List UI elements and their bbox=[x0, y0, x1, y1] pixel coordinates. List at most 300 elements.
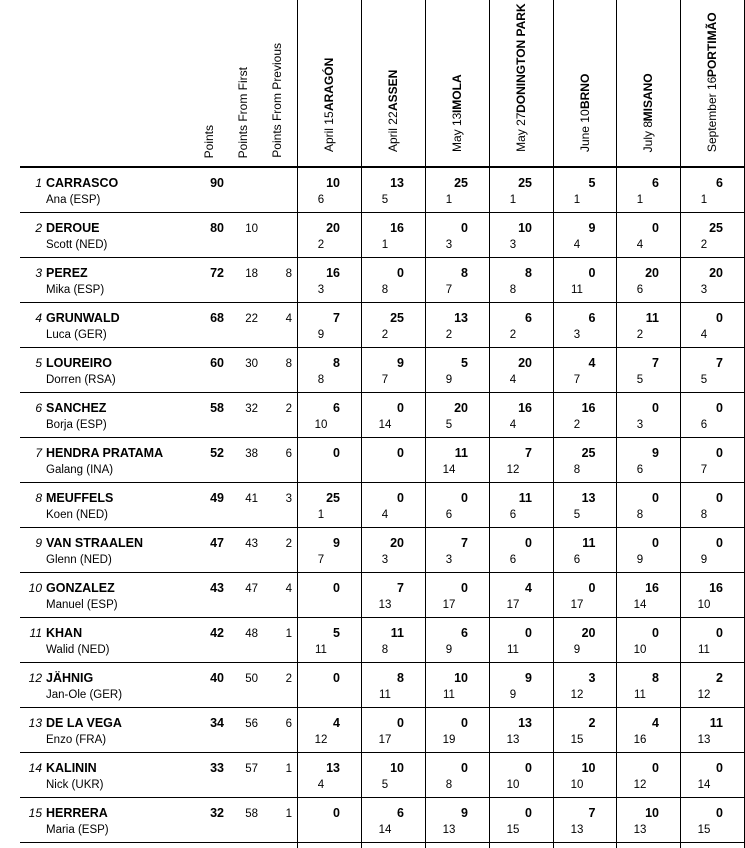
race-points: 11 bbox=[518, 491, 532, 505]
points-from-first: 47 bbox=[245, 583, 258, 595]
race-position: 5 bbox=[700, 374, 708, 386]
race-position: 14 bbox=[442, 464, 456, 476]
race-points: 0 bbox=[397, 491, 404, 505]
race-points: 0 bbox=[652, 401, 659, 415]
race-date: July 8 bbox=[641, 120, 655, 152]
race-position: 9 bbox=[573, 644, 581, 656]
race-position: 8 bbox=[509, 284, 517, 296]
race-header bbox=[616, 0, 680, 166]
race-points: 0 bbox=[716, 446, 723, 460]
race-position: 2 bbox=[700, 239, 708, 251]
race-position: 12 bbox=[314, 734, 328, 746]
rider-points: 52 bbox=[210, 446, 224, 460]
rider-points: 68 bbox=[210, 311, 224, 325]
rider-first-name: Borja (ESP) bbox=[46, 419, 107, 431]
rider-points: 40 bbox=[210, 671, 224, 685]
race-position: 6 bbox=[509, 509, 517, 521]
race-position: 17 bbox=[506, 599, 520, 611]
race-points: 11 bbox=[582, 536, 596, 550]
race-points: 9 bbox=[397, 356, 404, 370]
points-from-previous: 8 bbox=[285, 268, 292, 280]
race-points: 11 bbox=[454, 446, 468, 460]
race-position: 5 bbox=[573, 509, 581, 521]
race-position: 7 bbox=[317, 554, 325, 566]
race-position: 8 bbox=[636, 509, 644, 521]
rider-position: 8 bbox=[35, 491, 42, 505]
rider-points: 32 bbox=[210, 806, 224, 820]
points-from-previous: 8 bbox=[285, 358, 292, 370]
rider-last-name: HERRERA bbox=[46, 806, 108, 820]
race-position: 1 bbox=[381, 239, 389, 251]
race-position: 8 bbox=[445, 779, 453, 791]
race-points: 0 bbox=[716, 401, 723, 415]
race-position: 6 bbox=[636, 284, 644, 296]
race-points: 10 bbox=[390, 761, 404, 775]
points-from-previous: 2 bbox=[285, 538, 292, 550]
race-position: 1 bbox=[636, 194, 644, 206]
race-points: 0 bbox=[716, 761, 723, 775]
race-points: 8 bbox=[525, 266, 532, 280]
rider-first-name: Manuel (ESP) bbox=[46, 599, 118, 611]
race-position: 15 bbox=[570, 734, 584, 746]
race-points: 9 bbox=[461, 806, 468, 820]
race-points: 0 bbox=[397, 266, 404, 280]
race-points: 0 bbox=[461, 761, 468, 775]
race-label bbox=[641, 73, 655, 152]
race-points: 9 bbox=[333, 536, 340, 550]
race-position: 9 bbox=[317, 329, 325, 341]
race-position: 4 bbox=[573, 239, 581, 251]
race-points: 20 bbox=[518, 356, 532, 370]
race-points: 7 bbox=[652, 356, 659, 370]
race-points: 13 bbox=[518, 716, 532, 730]
race-points: 0 bbox=[397, 401, 404, 415]
table-row bbox=[20, 303, 745, 348]
race-points: 16 bbox=[326, 266, 340, 280]
race-position: 17 bbox=[442, 599, 456, 611]
race-points: 0 bbox=[333, 806, 340, 820]
race-position: 7 bbox=[700, 464, 708, 476]
rider-position: 15 bbox=[28, 806, 42, 820]
rider-position: 5 bbox=[35, 356, 42, 370]
table-row bbox=[20, 483, 745, 528]
rider-first-name: Ana (ESP) bbox=[46, 194, 101, 206]
race-points: 25 bbox=[581, 446, 596, 460]
race-position: 2 bbox=[445, 329, 453, 341]
rider-first-name: Koen (NED) bbox=[46, 509, 108, 521]
race-points: 5 bbox=[333, 626, 340, 640]
race-points: 8 bbox=[397, 671, 404, 685]
race-points: 9 bbox=[652, 446, 659, 460]
race-position: 11 bbox=[507, 644, 519, 656]
rider-position: 11 bbox=[29, 626, 42, 640]
race-points: 3 bbox=[588, 671, 596, 685]
race-position: 3 bbox=[700, 284, 708, 296]
race-header bbox=[361, 0, 425, 166]
race-points: 10 bbox=[581, 761, 596, 775]
rider-first-name: Glenn (NED) bbox=[46, 554, 112, 566]
race-points: 0 bbox=[652, 536, 659, 550]
race-name: ASSEN bbox=[386, 69, 400, 112]
race-header bbox=[553, 0, 616, 166]
race-position: 2 bbox=[636, 329, 644, 341]
points-from-previous: 1 bbox=[285, 808, 292, 820]
race-points: 0 bbox=[525, 626, 532, 640]
race-position: 4 bbox=[509, 374, 517, 386]
race-points: 13 bbox=[326, 761, 340, 775]
rider-points: 90 bbox=[210, 176, 224, 190]
race-points: 16 bbox=[645, 581, 659, 595]
race-points: 4 bbox=[588, 356, 596, 370]
race-position: 7 bbox=[573, 374, 581, 386]
rider-position: 1 bbox=[35, 176, 42, 190]
race-position: 1 bbox=[573, 194, 581, 206]
points-from-previous: 2 bbox=[285, 403, 292, 415]
rider-points: 72 bbox=[210, 266, 224, 280]
race-position: 6 bbox=[317, 194, 325, 206]
race-position: 11 bbox=[571, 284, 583, 296]
table-row bbox=[20, 393, 745, 438]
race-position: 3 bbox=[509, 239, 517, 251]
race-points: 0 bbox=[588, 266, 596, 280]
rider-last-name: MEUFFELS bbox=[46, 491, 114, 505]
race-position: 3 bbox=[445, 554, 453, 566]
race-points: 8 bbox=[652, 671, 659, 685]
race-label bbox=[450, 74, 464, 152]
table-row bbox=[20, 618, 745, 663]
race-points: 0 bbox=[461, 221, 468, 235]
race-position: 7 bbox=[381, 374, 389, 386]
table-row bbox=[20, 753, 745, 798]
race-points: 13 bbox=[581, 491, 596, 505]
race-points: 0 bbox=[461, 491, 468, 505]
race-position: 14 bbox=[697, 779, 711, 791]
race-points: 0 bbox=[716, 491, 723, 505]
race-points: 0 bbox=[461, 581, 468, 595]
race-points: 10 bbox=[454, 671, 468, 685]
race-position: 5 bbox=[381, 779, 389, 791]
race-date: April 22 bbox=[386, 111, 400, 152]
race-position: 12 bbox=[506, 464, 520, 476]
points-from-first: 57 bbox=[245, 763, 258, 775]
race-position: 13 bbox=[570, 824, 584, 836]
rider-position: 4 bbox=[35, 311, 42, 325]
race-points: 4 bbox=[525, 581, 532, 595]
race-points: 6 bbox=[397, 806, 404, 820]
rider-first-name: Maria (ESP) bbox=[46, 824, 109, 836]
table-row bbox=[20, 438, 745, 483]
rider-points: 80 bbox=[210, 221, 224, 235]
race-points: 11 bbox=[645, 311, 659, 325]
rider-position: 9 bbox=[35, 536, 42, 550]
rider-position: 10 bbox=[28, 581, 42, 595]
rider-first-name: Dorren (RSA) bbox=[46, 374, 116, 386]
race-position: 4 bbox=[700, 329, 708, 341]
race-position: 13 bbox=[633, 824, 647, 836]
race-points: 20 bbox=[326, 221, 340, 235]
race-position: 2 bbox=[509, 329, 517, 341]
race-position: 1 bbox=[509, 194, 517, 206]
race-position: 9 bbox=[700, 554, 708, 566]
race-position: 9 bbox=[445, 374, 453, 386]
race-points: 8 bbox=[461, 266, 468, 280]
race-points: 0 bbox=[397, 716, 404, 730]
race-position: 11 bbox=[379, 689, 391, 701]
race-points: 25 bbox=[518, 176, 532, 190]
race-points: 0 bbox=[716, 626, 723, 640]
race-position: 11 bbox=[698, 644, 710, 656]
race-position: 3 bbox=[381, 554, 389, 566]
race-points: 9 bbox=[525, 671, 532, 685]
race-position: 8 bbox=[381, 644, 389, 656]
rider-position: 3 bbox=[35, 266, 42, 280]
race-points: 13 bbox=[454, 311, 468, 325]
rider-points: 42 bbox=[210, 626, 224, 640]
race-date: September 16 bbox=[705, 76, 719, 152]
rider-last-name: GONZALEZ bbox=[46, 581, 115, 595]
race-position: 14 bbox=[378, 824, 392, 836]
rider-position: 7 bbox=[35, 446, 42, 460]
race-position: 4 bbox=[636, 239, 644, 251]
race-points: 7 bbox=[397, 581, 404, 595]
race-date: May 13 bbox=[450, 112, 464, 152]
race-points: 16 bbox=[390, 221, 404, 235]
race-position: 9 bbox=[445, 644, 453, 656]
race-points: 0 bbox=[716, 806, 723, 820]
race-position: 16 bbox=[633, 734, 647, 746]
race-date: May 27 bbox=[514, 112, 528, 152]
race-position: 14 bbox=[633, 599, 647, 611]
race-position: 13 bbox=[378, 599, 392, 611]
race-points: 0 bbox=[588, 581, 596, 595]
points-from-previous: 6 bbox=[285, 448, 292, 460]
points-from-previous: 6 bbox=[285, 718, 292, 730]
race-name: ARAGÓN bbox=[322, 57, 336, 112]
race-points: 6 bbox=[461, 626, 468, 640]
points-from-first: 43 bbox=[245, 538, 258, 550]
race-position: 6 bbox=[445, 509, 453, 521]
race-position: 1 bbox=[700, 194, 708, 206]
race-position: 6 bbox=[700, 419, 708, 431]
points-from-first: 38 bbox=[245, 448, 258, 460]
rider-last-name: HENDRA PRATAMA bbox=[46, 446, 164, 460]
points-from-first: 30 bbox=[245, 358, 258, 370]
rider-first-name: Enzo (FRA) bbox=[46, 734, 107, 746]
race-header bbox=[297, 0, 361, 166]
points-from-first: 22 bbox=[245, 313, 258, 325]
race-position: 10 bbox=[697, 599, 711, 611]
race-position: 4 bbox=[509, 419, 517, 431]
race-points: 7 bbox=[461, 536, 468, 550]
rider-points: 34 bbox=[210, 716, 224, 730]
points-from-first: 48 bbox=[245, 628, 258, 640]
rider-last-name: VAN STRAALEN bbox=[46, 536, 143, 550]
rider-position: 6 bbox=[35, 401, 42, 415]
points-from-first: 50 bbox=[245, 673, 258, 685]
rider-last-name: PEREZ bbox=[46, 266, 88, 280]
race-position: 5 bbox=[636, 374, 644, 386]
race-points: 0 bbox=[652, 491, 659, 505]
rider-last-name: LOUREIRO bbox=[46, 356, 112, 370]
race-header bbox=[489, 0, 553, 166]
race-position: 8 bbox=[700, 509, 708, 521]
rider-first-name: Walid (NED) bbox=[46, 644, 110, 656]
race-position: 15 bbox=[506, 824, 520, 836]
race-points: 0 bbox=[461, 716, 468, 730]
race-points: 10 bbox=[518, 221, 532, 235]
rider-points: 49 bbox=[210, 491, 224, 505]
race-date: June 10 bbox=[577, 109, 592, 152]
rider-last-name: DEROUE bbox=[46, 221, 100, 235]
race-position: 14 bbox=[378, 419, 392, 431]
rider-last-name: KALININ bbox=[46, 761, 97, 775]
rider-points: 47 bbox=[210, 536, 224, 550]
race-name: IMOLA bbox=[450, 73, 464, 113]
race-points: 0 bbox=[652, 221, 659, 235]
race-points: 16 bbox=[518, 401, 532, 415]
race-points: 2 bbox=[716, 671, 723, 685]
race-position: 9 bbox=[636, 554, 644, 566]
race-points: 7 bbox=[525, 446, 532, 460]
race-position: 7 bbox=[445, 284, 453, 296]
table-row bbox=[20, 348, 745, 393]
race-points: 13 bbox=[390, 176, 404, 190]
race-position: 11 bbox=[315, 644, 327, 656]
race-position: 4 bbox=[317, 779, 325, 791]
race-position: 5 bbox=[381, 194, 389, 206]
race-points: 25 bbox=[326, 491, 340, 505]
rider-points: 58 bbox=[210, 401, 224, 415]
race-name: BRNO bbox=[577, 73, 592, 110]
race-points: 6 bbox=[525, 311, 532, 325]
race-position: 17 bbox=[570, 599, 584, 611]
race-position: 13 bbox=[442, 824, 456, 836]
points-from-previous: 1 bbox=[285, 628, 292, 640]
race-position: 12 bbox=[570, 689, 584, 701]
points-from-first: 10 bbox=[245, 223, 258, 235]
race-name: PORTIMÃO bbox=[705, 11, 719, 77]
race-position: 3 bbox=[573, 329, 581, 341]
race-points: 2 bbox=[588, 716, 596, 730]
race-points: 16 bbox=[581, 401, 596, 415]
points-from-first: 32 bbox=[245, 403, 258, 415]
race-points: 0 bbox=[652, 761, 659, 775]
race-position: 9 bbox=[509, 689, 517, 701]
race-points: 0 bbox=[716, 311, 723, 325]
race-position: 1 bbox=[317, 509, 325, 521]
race-points: 10 bbox=[326, 176, 340, 190]
points-from-previous: 4 bbox=[285, 313, 292, 325]
race-label bbox=[322, 58, 336, 152]
race-position: 3 bbox=[317, 284, 325, 296]
rider-first-name: Galang (INA) bbox=[46, 464, 114, 476]
race-position: 6 bbox=[636, 464, 644, 476]
points-from-first: 58 bbox=[245, 808, 258, 820]
race-points: 20 bbox=[390, 536, 404, 550]
race-position: 6 bbox=[573, 554, 581, 566]
race-position: 3 bbox=[636, 419, 644, 431]
points-from-previous: 4 bbox=[285, 583, 292, 595]
race-position: 17 bbox=[378, 734, 392, 746]
rider-first-name: Mika (ESP) bbox=[46, 284, 105, 296]
table-row bbox=[20, 798, 745, 843]
rider-last-name: DE LA VEGA bbox=[46, 716, 122, 730]
points-from-previous: 3 bbox=[285, 493, 292, 505]
rider-last-name: CARRASCO bbox=[46, 176, 119, 190]
race-points: 20 bbox=[454, 401, 468, 415]
table-row bbox=[20, 528, 745, 573]
rider-first-name: Luca (GER) bbox=[46, 329, 107, 341]
points-from-previous: 2 bbox=[285, 673, 292, 685]
rider-first-name: Scott (NED) bbox=[46, 239, 108, 251]
race-points: 8 bbox=[333, 356, 340, 370]
race-position: 1 bbox=[445, 194, 453, 206]
race-points: 7 bbox=[333, 311, 340, 325]
rider-last-name: JÄHNIG bbox=[46, 671, 94, 685]
rider-points: 60 bbox=[210, 356, 224, 370]
race-points: 25 bbox=[390, 311, 404, 325]
race-position: 5 bbox=[445, 419, 453, 431]
race-position: 10 bbox=[506, 779, 520, 791]
race-header bbox=[680, 0, 744, 166]
race-points: 5 bbox=[588, 176, 596, 190]
rider-points: 43 bbox=[210, 581, 224, 595]
points-from-previous: 1 bbox=[285, 763, 292, 775]
race-points: 7 bbox=[588, 806, 596, 820]
race-points: 20 bbox=[645, 266, 659, 280]
race-points: 16 bbox=[709, 581, 723, 595]
race-points: 6 bbox=[333, 401, 340, 415]
points-from-first: 41 bbox=[245, 493, 258, 505]
rider-position: 12 bbox=[28, 671, 42, 685]
race-points: 6 bbox=[716, 176, 723, 190]
rider-position: 14 bbox=[28, 761, 42, 775]
race-position: 11 bbox=[634, 689, 646, 701]
race-points: 20 bbox=[581, 626, 596, 640]
race-points: 25 bbox=[454, 176, 468, 190]
race-points: 10 bbox=[645, 806, 659, 820]
race-position: 3 bbox=[445, 239, 453, 251]
race-points: 9 bbox=[588, 221, 596, 235]
race-points: 0 bbox=[397, 446, 404, 460]
race-points: 4 bbox=[333, 716, 340, 730]
race-name: MISANO bbox=[641, 72, 655, 121]
race-header bbox=[425, 0, 489, 166]
table-row bbox=[20, 663, 745, 708]
race-points: 0 bbox=[525, 761, 532, 775]
header-points-from-previous: Points From Previous bbox=[270, 43, 284, 158]
race-points: 6 bbox=[588, 311, 596, 325]
rider-last-name: GRUNWALD bbox=[46, 311, 120, 325]
points-from-first: 18 bbox=[245, 268, 258, 280]
race-position: 2 bbox=[317, 239, 325, 251]
race-position: 6 bbox=[509, 554, 517, 566]
race-position: 4 bbox=[381, 509, 389, 521]
race-position: 10 bbox=[633, 644, 647, 656]
race-position: 12 bbox=[697, 689, 711, 701]
race-position: 8 bbox=[381, 284, 389, 296]
race-position: 2 bbox=[381, 329, 389, 341]
race-points: 4 bbox=[652, 716, 659, 730]
header-points-from-first: Points From First bbox=[236, 66, 250, 158]
race-points: 0 bbox=[525, 806, 532, 820]
header-points: Points bbox=[202, 124, 216, 158]
table-row bbox=[20, 258, 745, 303]
race-points: 0 bbox=[716, 536, 723, 550]
table-row bbox=[20, 213, 745, 258]
race-points: 6 bbox=[652, 176, 659, 190]
row-divider bbox=[20, 842, 745, 843]
